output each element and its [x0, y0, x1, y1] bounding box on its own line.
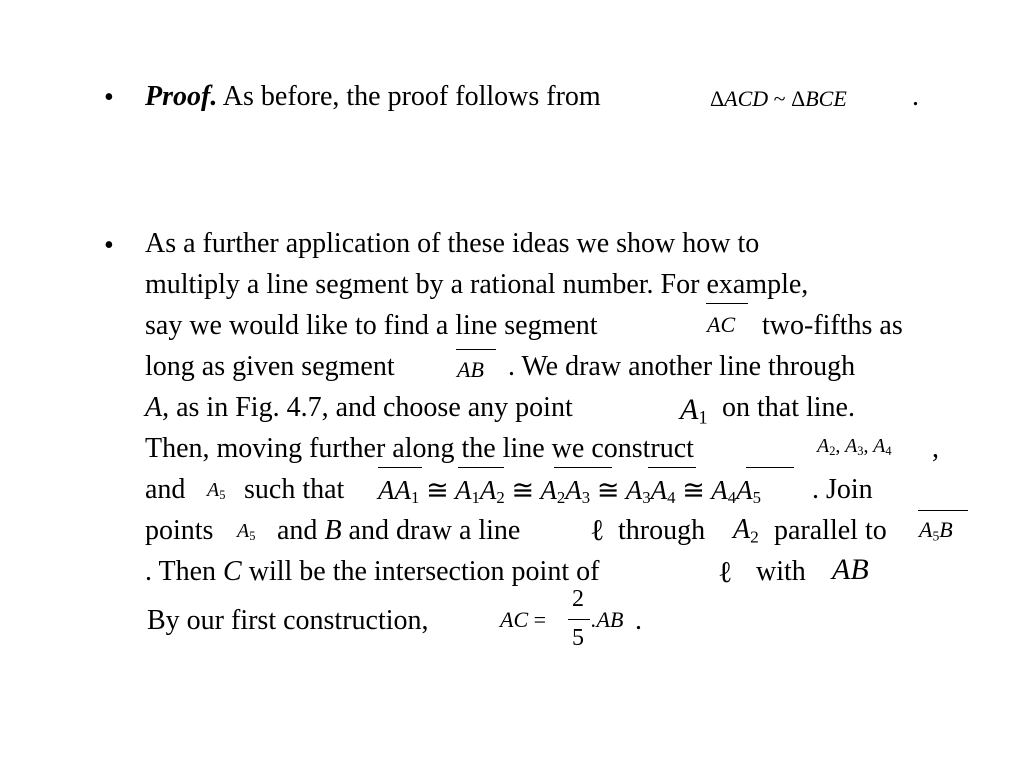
para2-line-5b: on that line. [722, 392, 855, 423]
segment-bar-a5b [918, 510, 968, 511]
underline-along [458, 467, 504, 468]
para2-line-8 [277, 514, 520, 548]
para2-line-8b: and [277, 515, 318, 546]
point-b: B [324, 515, 342, 546]
para2-line-1: As a further application of these ideas we show how to [145, 228, 760, 259]
point-a: A [145, 392, 163, 423]
segment-bar-ac [706, 303, 748, 304]
fraction-denominator: 5 [572, 625, 584, 651]
delta-symbol-1: Δ [710, 86, 725, 111]
para2-line-9a: . Then [145, 556, 217, 587]
para2-line-4a: long as given segment [145, 351, 395, 382]
para2-line-7c: . Join [812, 474, 873, 505]
point-a2: $A_2$ [733, 514, 759, 547]
triangle-bce: BCE [805, 86, 847, 111]
para2-line-9b: will be the intersection point of [248, 556, 600, 587]
para2-line-7b: such that [244, 474, 345, 505]
para2-line-3b: two-fifths as [762, 310, 903, 341]
proof-period: . [912, 81, 919, 112]
segment-bar-ab [456, 349, 496, 350]
segment-a5b: $A_5B$ [919, 517, 953, 544]
para2-line-8d: through [618, 515, 706, 546]
points-a2-a3-a4: $A_2$, $A_3$, $A_4$ [817, 435, 892, 459]
fraction-numerator: 2 [572, 586, 584, 612]
para2-line-8c: and draw a line [348, 515, 521, 546]
bullet-2: • [104, 230, 114, 261]
segment-ab: AB [457, 357, 484, 382]
dot-ab: .AB [591, 607, 624, 632]
para2-line-7a: and [145, 474, 186, 505]
para2-line-10b: . [635, 605, 642, 636]
underline-further [378, 467, 422, 468]
para2-line-6b: , [932, 433, 939, 464]
congruence-chain: $AA_1$ ≅ $A_1A_2$ ≅ $A_2A_3$ ≅ $A_3A_4$ ≅ $A_4A_5$ [378, 475, 761, 508]
para2-line-5a: , as in Fig. 4.7, and choose any point [162, 392, 573, 423]
para2-line-8a: points [145, 515, 214, 546]
para2-line-10a: By our first construction, [147, 605, 429, 636]
delta-symbol-2: Δ [791, 86, 806, 111]
para2-line-3a: say we would like to find a line segment [145, 310, 598, 341]
segment-ac: AC [707, 312, 736, 337]
point-a5: $A_5$ [207, 479, 226, 503]
para2-line-5 [145, 391, 573, 425]
point-a5-join: $A_5$ [237, 520, 256, 544]
underline-construct [746, 467, 794, 468]
para2-line-9c: with [756, 556, 806, 587]
segment-ab-2: AB [832, 553, 869, 586]
line-ell-2: ℓ [718, 556, 733, 589]
para2-line-9 [145, 555, 599, 589]
similarity-expression [710, 88, 847, 110]
proof-text: As before, the proof follows from [217, 81, 601, 112]
bullet-1: • [104, 82, 114, 113]
underline-line [554, 467, 612, 468]
para2-line-6a: Then, moving further along the line we construct [145, 433, 694, 464]
para2-line-4b: . We draw another line through [508, 351, 856, 382]
line-ell: ℓ [590, 514, 605, 547]
para2-line-8e: parallel to [774, 515, 887, 546]
underline-we [648, 467, 696, 468]
proof-line [145, 80, 601, 114]
proof-label: Proof. [145, 81, 218, 112]
equation-ac: AC = [500, 607, 547, 632]
triangle-acd: ACD [724, 86, 769, 111]
para2-line-2: multiply a line segment by a rational number. For example, [145, 269, 809, 300]
point-c: C [223, 556, 242, 587]
fraction-bar [568, 619, 590, 620]
similar-symbol: ~ [773, 86, 786, 111]
point-a1: $A_1$ [680, 393, 708, 429]
